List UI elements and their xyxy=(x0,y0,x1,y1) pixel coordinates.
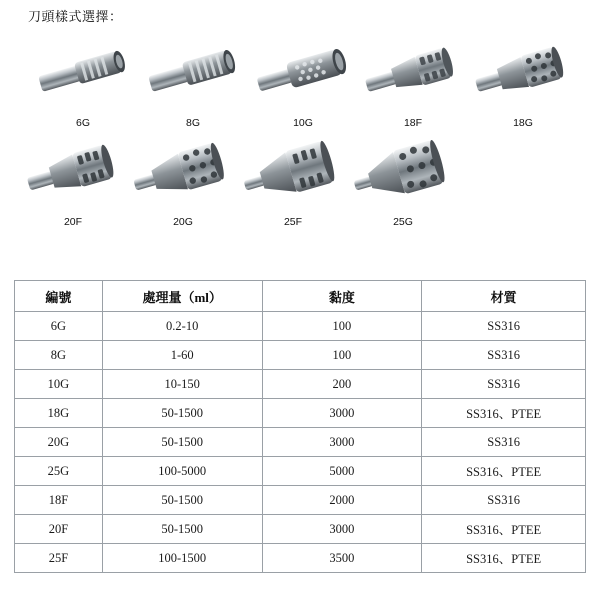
cell-viscosity: 100 xyxy=(262,341,422,370)
column-header-code: 編號 xyxy=(15,281,103,312)
cell-viscosity: 3000 xyxy=(262,399,422,428)
rotor-stator-head-20f-icon xyxy=(21,133,125,211)
gallery-item[interactable] xyxy=(468,34,578,133)
table-row xyxy=(15,341,586,370)
cell-capacity: 1-60 xyxy=(102,341,262,370)
gallery-item[interactable] xyxy=(358,34,468,133)
gallery-item[interactable] xyxy=(248,34,358,133)
gallery-item-label: 8G xyxy=(185,117,200,129)
table-row xyxy=(15,515,586,544)
cell-code: 10G xyxy=(15,370,103,399)
rotor-stator-head-18f-icon xyxy=(361,34,465,112)
cell-code: 25F xyxy=(15,544,103,573)
column-header-viscosity: 黏度 xyxy=(262,281,422,312)
cell-viscosity: 100 xyxy=(262,312,422,341)
gallery-item-label: 18F xyxy=(403,117,423,129)
rotor-stator-head-25g-icon xyxy=(351,133,455,211)
cell-capacity: 0.2-10 xyxy=(102,312,262,341)
cell-viscosity: 3000 xyxy=(262,428,422,457)
cell-material: SS316 xyxy=(422,370,586,399)
gallery-item[interactable] xyxy=(28,34,138,133)
cell-capacity: 100-5000 xyxy=(102,457,262,486)
gallery-item[interactable] xyxy=(128,133,238,232)
cell-capacity: 50-1500 xyxy=(102,486,262,515)
gallery-row-2 xyxy=(0,133,600,232)
cell-code: 20G xyxy=(15,428,103,457)
cell-code: 18G xyxy=(15,399,103,428)
gallery-item[interactable] xyxy=(138,34,248,133)
cell-material: SS316、PTEE xyxy=(422,399,586,428)
table-row xyxy=(15,399,586,428)
cell-capacity: 50-1500 xyxy=(102,399,262,428)
page-title: 刀頭樣式選擇： xyxy=(28,9,123,24)
cell-code: 18F xyxy=(15,486,103,515)
cell-viscosity: 2000 xyxy=(262,486,422,515)
cell-capacity: 100-1500 xyxy=(102,544,262,573)
cell-material: SS316 xyxy=(422,428,586,457)
gallery-item-label: 6G xyxy=(75,117,90,129)
table-row xyxy=(15,486,586,515)
spec-table xyxy=(14,280,586,573)
rotor-stator-head-25f-icon xyxy=(241,133,345,211)
gallery-item[interactable] xyxy=(348,133,458,232)
gallery-item-label: 10G xyxy=(293,117,313,129)
cell-material: SS316 xyxy=(422,486,586,515)
cell-viscosity: 3500 xyxy=(262,544,422,573)
cell-code: 25G xyxy=(15,457,103,486)
cell-code: 20F xyxy=(15,515,103,544)
column-header-capacity: 處理量（ml） xyxy=(102,281,262,312)
rotor-stator-head-18g-icon xyxy=(471,34,575,112)
cell-viscosity: 3000 xyxy=(262,515,422,544)
rotor-stator-head-6g-icon xyxy=(31,34,135,112)
rotor-stator-head-8g-icon xyxy=(141,34,245,112)
gallery-item-label: 20G xyxy=(173,216,193,228)
rotor-stator-head-10g-icon xyxy=(251,34,355,112)
cell-material: SS316、PTEE xyxy=(422,544,586,573)
gallery-item-label: 25G xyxy=(393,216,413,228)
table-row xyxy=(15,370,586,399)
cell-capacity: 50-1500 xyxy=(102,428,262,457)
gallery-item-label: 20F xyxy=(63,216,83,228)
gallery-item-label: 18G xyxy=(513,117,533,129)
cell-material: SS316 xyxy=(422,312,586,341)
cell-material: SS316、PTEE xyxy=(422,457,586,486)
gallery-item[interactable] xyxy=(238,133,348,232)
cell-capacity: 10-150 xyxy=(102,370,262,399)
table-row xyxy=(15,544,586,573)
cell-code: 6G xyxy=(15,312,103,341)
cell-viscosity: 5000 xyxy=(262,457,422,486)
gallery-item-label: 25F xyxy=(283,216,303,228)
cell-viscosity: 200 xyxy=(262,370,422,399)
cell-material: SS316 xyxy=(422,341,586,370)
table-row xyxy=(15,428,586,457)
cell-material: SS316、PTEE xyxy=(422,515,586,544)
table-row xyxy=(15,457,586,486)
table-row xyxy=(15,312,586,341)
table-header-row xyxy=(15,281,586,312)
column-header-material: 材質 xyxy=(422,281,586,312)
head-style-gallery xyxy=(0,34,600,232)
cell-capacity: 50-1500 xyxy=(102,515,262,544)
gallery-row-1 xyxy=(0,34,600,133)
cell-code: 8G xyxy=(15,341,103,370)
rotor-stator-head-20g-icon xyxy=(131,133,235,211)
gallery-item[interactable] xyxy=(18,133,128,232)
